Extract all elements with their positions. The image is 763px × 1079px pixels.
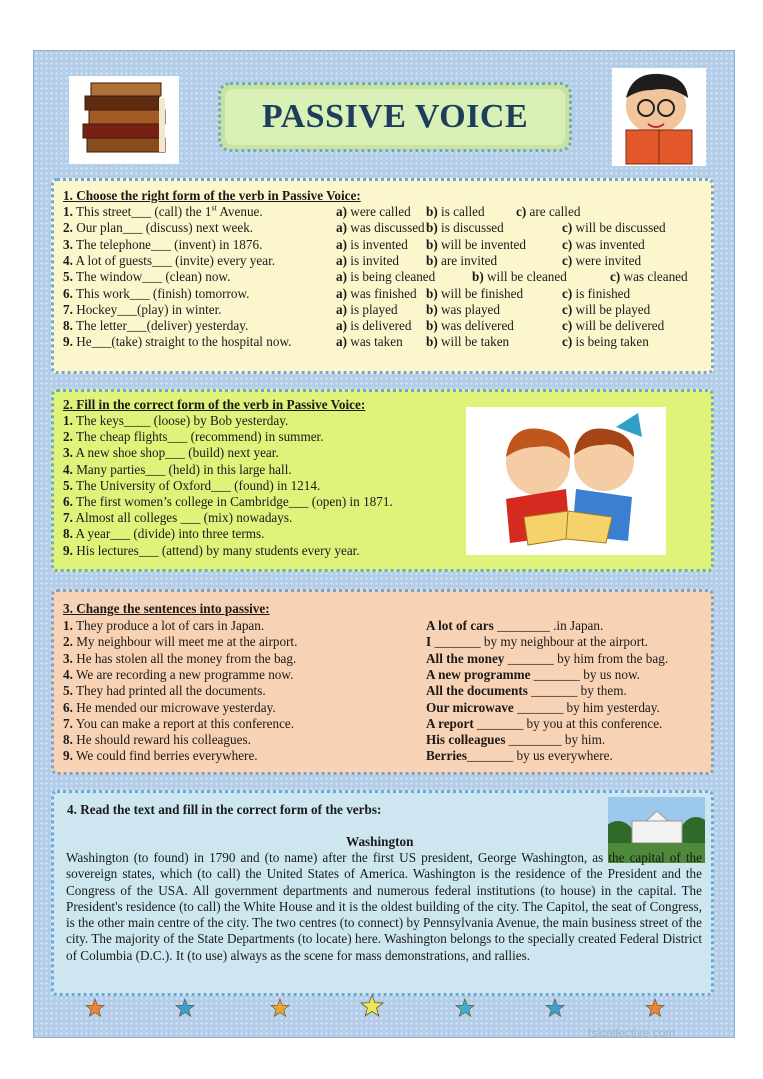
passive-answer: [426, 716, 662, 732]
sentence-text: He has stolen all the money from the bag.: [76, 650, 297, 666]
option-c-text: will be delivered: [575, 318, 665, 334]
list-item: [63, 651, 296, 667]
option-a: a) was finished: [336, 285, 417, 301]
option-a: a) was discussed: [336, 220, 425, 236]
list-item: [63, 700, 276, 716]
item-number: 1.: [63, 618, 73, 633]
passive-rest: _______ by us now.: [530, 666, 640, 682]
sentence-text: Almost all colleges ___ (mix) nowadays.: [75, 510, 293, 526]
passive-answer: [426, 651, 668, 667]
sentence-text: The University of Oxford___ (found) in 1214.: [75, 477, 321, 493]
option-b: b) will be taken: [426, 334, 510, 350]
passive-answer: [426, 667, 640, 683]
item-number: 6.: [63, 285, 73, 301]
books-icon: [69, 76, 179, 164]
list-item: [63, 634, 297, 650]
option-b: b) was played: [426, 301, 500, 317]
list-item: [63, 526, 264, 542]
item-number: 9.: [63, 542, 73, 558]
kids-reading-icon: [466, 407, 666, 555]
sentence-text: A new shoe shop___ (build) next year.: [75, 445, 279, 461]
option-a: a) is delivered: [336, 318, 412, 334]
option-b-text: is called: [441, 204, 485, 219]
option-c-text: is finished: [575, 285, 631, 301]
option-c: c) will be played: [562, 301, 651, 317]
star-icon: [645, 998, 665, 1018]
question-text: Our plan___ (discuss) next week.: [76, 220, 254, 236]
passive-rest: _______ by him yesterday.: [513, 699, 660, 715]
sentence-text: The first women’s college in Cambridge___ (open) in 1871.: [75, 494, 393, 509]
question-text: The window___ (clean) now.: [75, 269, 231, 285]
sentence-text: His lectures___ (attend) by many students every year.: [76, 542, 360, 558]
item-number: 8.: [63, 732, 73, 748]
list-item: [63, 429, 324, 445]
option-a-text: was taken: [350, 334, 403, 350]
passive-rest: ________ by him.: [505, 732, 606, 748]
passive-answer: [426, 700, 660, 716]
option-a-text: is invited: [350, 252, 400, 268]
sentence-text: We could find berries everywhere.: [75, 748, 258, 764]
sentence-text: He should reward his colleagues.: [76, 732, 251, 748]
sentence-text: He mended our microwave yesterday.: [76, 699, 276, 715]
passive-answer: [426, 618, 603, 634]
watermark: fslcollective.com: [588, 1026, 676, 1040]
question-text-end: Avenue.: [216, 204, 263, 219]
item-number: 4.: [63, 252, 73, 268]
option-c: c) is finished: [562, 285, 631, 301]
option-b-text: will be finished: [441, 285, 524, 301]
item-number: 8.: [63, 526, 73, 542]
option-b: b) are invited: [426, 252, 498, 268]
star-icon: [455, 998, 475, 1018]
list-item: [63, 462, 292, 478]
item-number: 3.: [63, 445, 73, 461]
list-item: [63, 445, 279, 461]
question-row: [63, 334, 291, 350]
option-b-text: will be taken: [441, 334, 510, 350]
option-c-text: will be discussed: [575, 220, 666, 236]
passive-answer: [426, 748, 613, 764]
option-c: c) will be discussed: [562, 220, 666, 236]
option-b-text: was delivered: [441, 318, 514, 334]
passive-rest: _______ by my neighbour at the airport.: [431, 634, 648, 650]
page-title: PASSIVE VOICE: [261, 98, 529, 135]
option-b: b) was delivered: [426, 318, 514, 334]
item-number: 7.: [63, 301, 73, 317]
star-icon: [175, 998, 195, 1018]
item-number: 2.: [63, 634, 73, 650]
option-c-text: are called: [529, 204, 581, 219]
list-item: [63, 413, 288, 429]
list-item: [63, 510, 292, 526]
section-4-heading: 4. Read the text and fill in the correct form of the verbs:: [67, 802, 382, 817]
star-icon: [360, 994, 384, 1018]
passive-rest: ________ .in Japan.: [493, 618, 604, 633]
section-1-heading: 1. Choose the right form of the verb in Passive Voice:: [63, 188, 361, 203]
sentence-text: Many parties___ (held) in this large hall.: [76, 461, 292, 477]
passive-rest: _______ by you at this conference.: [473, 715, 663, 731]
list-item: [63, 543, 360, 559]
option-c-text: will be played: [575, 301, 651, 317]
question-text: He___(take) straight to the hospital now.: [76, 334, 292, 350]
item-number: 4.: [63, 666, 73, 682]
item-number: 7.: [63, 510, 73, 526]
question-text: A lot of guests___ (invite) every year.: [75, 252, 276, 268]
item-number: 5.: [63, 269, 73, 285]
option-b-text: was played: [441, 301, 500, 317]
question-row: [63, 318, 248, 334]
passive-rest: _______ by them.: [527, 683, 627, 699]
option-a: a) were called: [336, 204, 411, 219]
list-item: [63, 667, 293, 683]
option-a: a) is played: [336, 301, 398, 317]
question-text: The letter___(deliver) yesterday.: [75, 318, 249, 334]
item-number: 8.: [63, 318, 73, 334]
list-item: [63, 494, 393, 510]
option-a-text: is being cleaned: [350, 269, 436, 285]
sentence-text: My neighbour will meet me at the airport.: [76, 634, 298, 650]
option-c: c) were invited: [562, 252, 642, 268]
list-item: [63, 683, 266, 699]
option-c-text: was invented: [575, 236, 645, 252]
question-text: Hockey___(play) in winter.: [76, 301, 222, 317]
section-2-heading: 2. Fill in the correct form of the verb in Passive Voice:: [63, 397, 366, 412]
option-c-text: is being taken: [575, 334, 649, 350]
sentence-text: A year___ (divide) into three terms.: [75, 526, 265, 542]
passive-subject: All the documents: [426, 683, 528, 699]
list-item: [63, 478, 320, 494]
option-a: a) is being cleaned: [336, 269, 436, 285]
item-number: 5.: [63, 683, 73, 699]
option-b-text: will be invented: [441, 236, 526, 252]
option-a-text: is invented: [350, 236, 408, 252]
passive-subject: His colleagues: [426, 732, 506, 748]
superscript: st: [211, 203, 217, 213]
option-a: a) is invented: [336, 236, 408, 252]
option-c: c) was invented: [562, 236, 645, 252]
option-b-text: are invited: [441, 252, 498, 268]
list-item: [63, 732, 251, 748]
option-c: c) are called: [516, 204, 581, 219]
option-a-text: was finished: [350, 285, 417, 301]
sentence-text: They had printed all the documents.: [75, 683, 266, 699]
question-row: [63, 204, 263, 220]
list-item: [63, 618, 264, 634]
question-row: [63, 286, 249, 302]
item-number: 1.: [63, 413, 73, 428]
passive-answer: [426, 683, 627, 699]
list-item: [63, 748, 258, 764]
item-number: 7.: [63, 715, 73, 731]
sentence-text: You can make a report at this conference.: [75, 715, 295, 731]
option-c-text: was cleaned: [623, 269, 688, 285]
boy-reading-icon: [612, 68, 706, 166]
item-number: 6.: [63, 494, 73, 509]
title-box: [218, 82, 572, 152]
option-a-text: were called: [350, 204, 411, 219]
passive-subject: Our microwave: [426, 699, 514, 715]
item-number: 3.: [63, 650, 73, 666]
option-c-text: were invited: [575, 252, 642, 268]
item-number: 4.: [63, 461, 73, 477]
star-icon: [85, 998, 105, 1018]
item-number: 1.: [63, 204, 73, 219]
option-b: b) will be cleaned: [472, 269, 567, 285]
option-a-text: was discussed: [350, 220, 425, 236]
option-b: b) will be invented: [426, 236, 526, 252]
question-row: [63, 269, 230, 285]
sentence-text: We are recording a new programme now.: [75, 666, 294, 682]
list-item: [63, 716, 294, 732]
passive-answer: [426, 732, 605, 748]
option-b-text: is discussed: [441, 220, 504, 236]
option-a: a) is invited: [336, 252, 400, 268]
question-text: The telephone___ (invent) in 1876.: [75, 236, 263, 252]
passive-rest: _______ by him from the bag.: [504, 650, 669, 666]
passive-rest: _______ by us everywhere.: [467, 748, 613, 764]
passive-subject: I: [426, 634, 432, 650]
option-b-text: will be cleaned: [487, 269, 567, 285]
sentence-text: The keys____ (loose) by Bob yesterday.: [75, 413, 289, 428]
question-row: [63, 237, 262, 253]
option-a-text: is delivered: [350, 318, 412, 334]
passive-answer: [426, 634, 648, 650]
option-c: c) is being taken: [562, 334, 649, 350]
item-number: 6.: [63, 699, 73, 715]
passive-subject: Berries: [426, 748, 468, 764]
text-title: Washington: [346, 834, 414, 849]
item-number: 3.: [63, 236, 73, 252]
item-number: 2.: [63, 429, 73, 445]
item-number: 9.: [63, 748, 73, 764]
passive-subject: A new programme: [426, 666, 531, 682]
passive-subject: A lot of cars: [426, 618, 494, 633]
question-row: [63, 302, 222, 318]
question-text: This work___ (finish) tomorrow.: [75, 285, 250, 301]
question-text: This street___ (call) the 1: [75, 204, 212, 219]
star-icon: [270, 998, 290, 1018]
option-c: c) will be delivered: [562, 318, 665, 334]
option-a: a) was taken: [336, 334, 403, 350]
option-a-text: is played: [350, 301, 398, 317]
option-b: b) is called: [426, 204, 485, 219]
option-c: c) was cleaned: [610, 269, 688, 285]
sentence-text: The cheap flights___ (recommend) in summer.: [75, 429, 324, 445]
question-row: [63, 220, 253, 236]
item-number: 9.: [63, 334, 73, 350]
washington-text: Washington (to found) in 1790 and (to name) after the first US president, George Washington, as the capital of the sovereign states, which (to call) the United States of America. Washington is the residence of the President and the Congress of the USA. All government departments and numerous federal institutions (to house) in the capital. The President's residence (to call) the White House and it is the oldest building of the city. The Capitol, the seat of Congress, is the other main centre of the city. The two centres (to connect) by Pennsylvania Avenue, the main business street of the city. The majority of the State Departments (to locate) here. Washington belongs to the specially created Federal District of Columbia (D.C.). It (to use) always as the scene for mass demonstrations, and rallies.: [66, 850, 702, 963]
sentence-text: They produce a lot of cars in Japan.: [75, 618, 265, 633]
item-number: 5.: [63, 477, 73, 493]
section-3-heading: 3. Change the sentences into passive:: [63, 601, 270, 616]
item-number: 2.: [63, 220, 73, 236]
question-row: [63, 253, 275, 269]
option-b: b) will be finished: [426, 285, 524, 301]
passive-subject: All the money: [426, 650, 505, 666]
option-b: b) is discussed: [426, 220, 504, 236]
star-icon: [545, 998, 565, 1018]
passive-subject: A report: [426, 715, 474, 731]
